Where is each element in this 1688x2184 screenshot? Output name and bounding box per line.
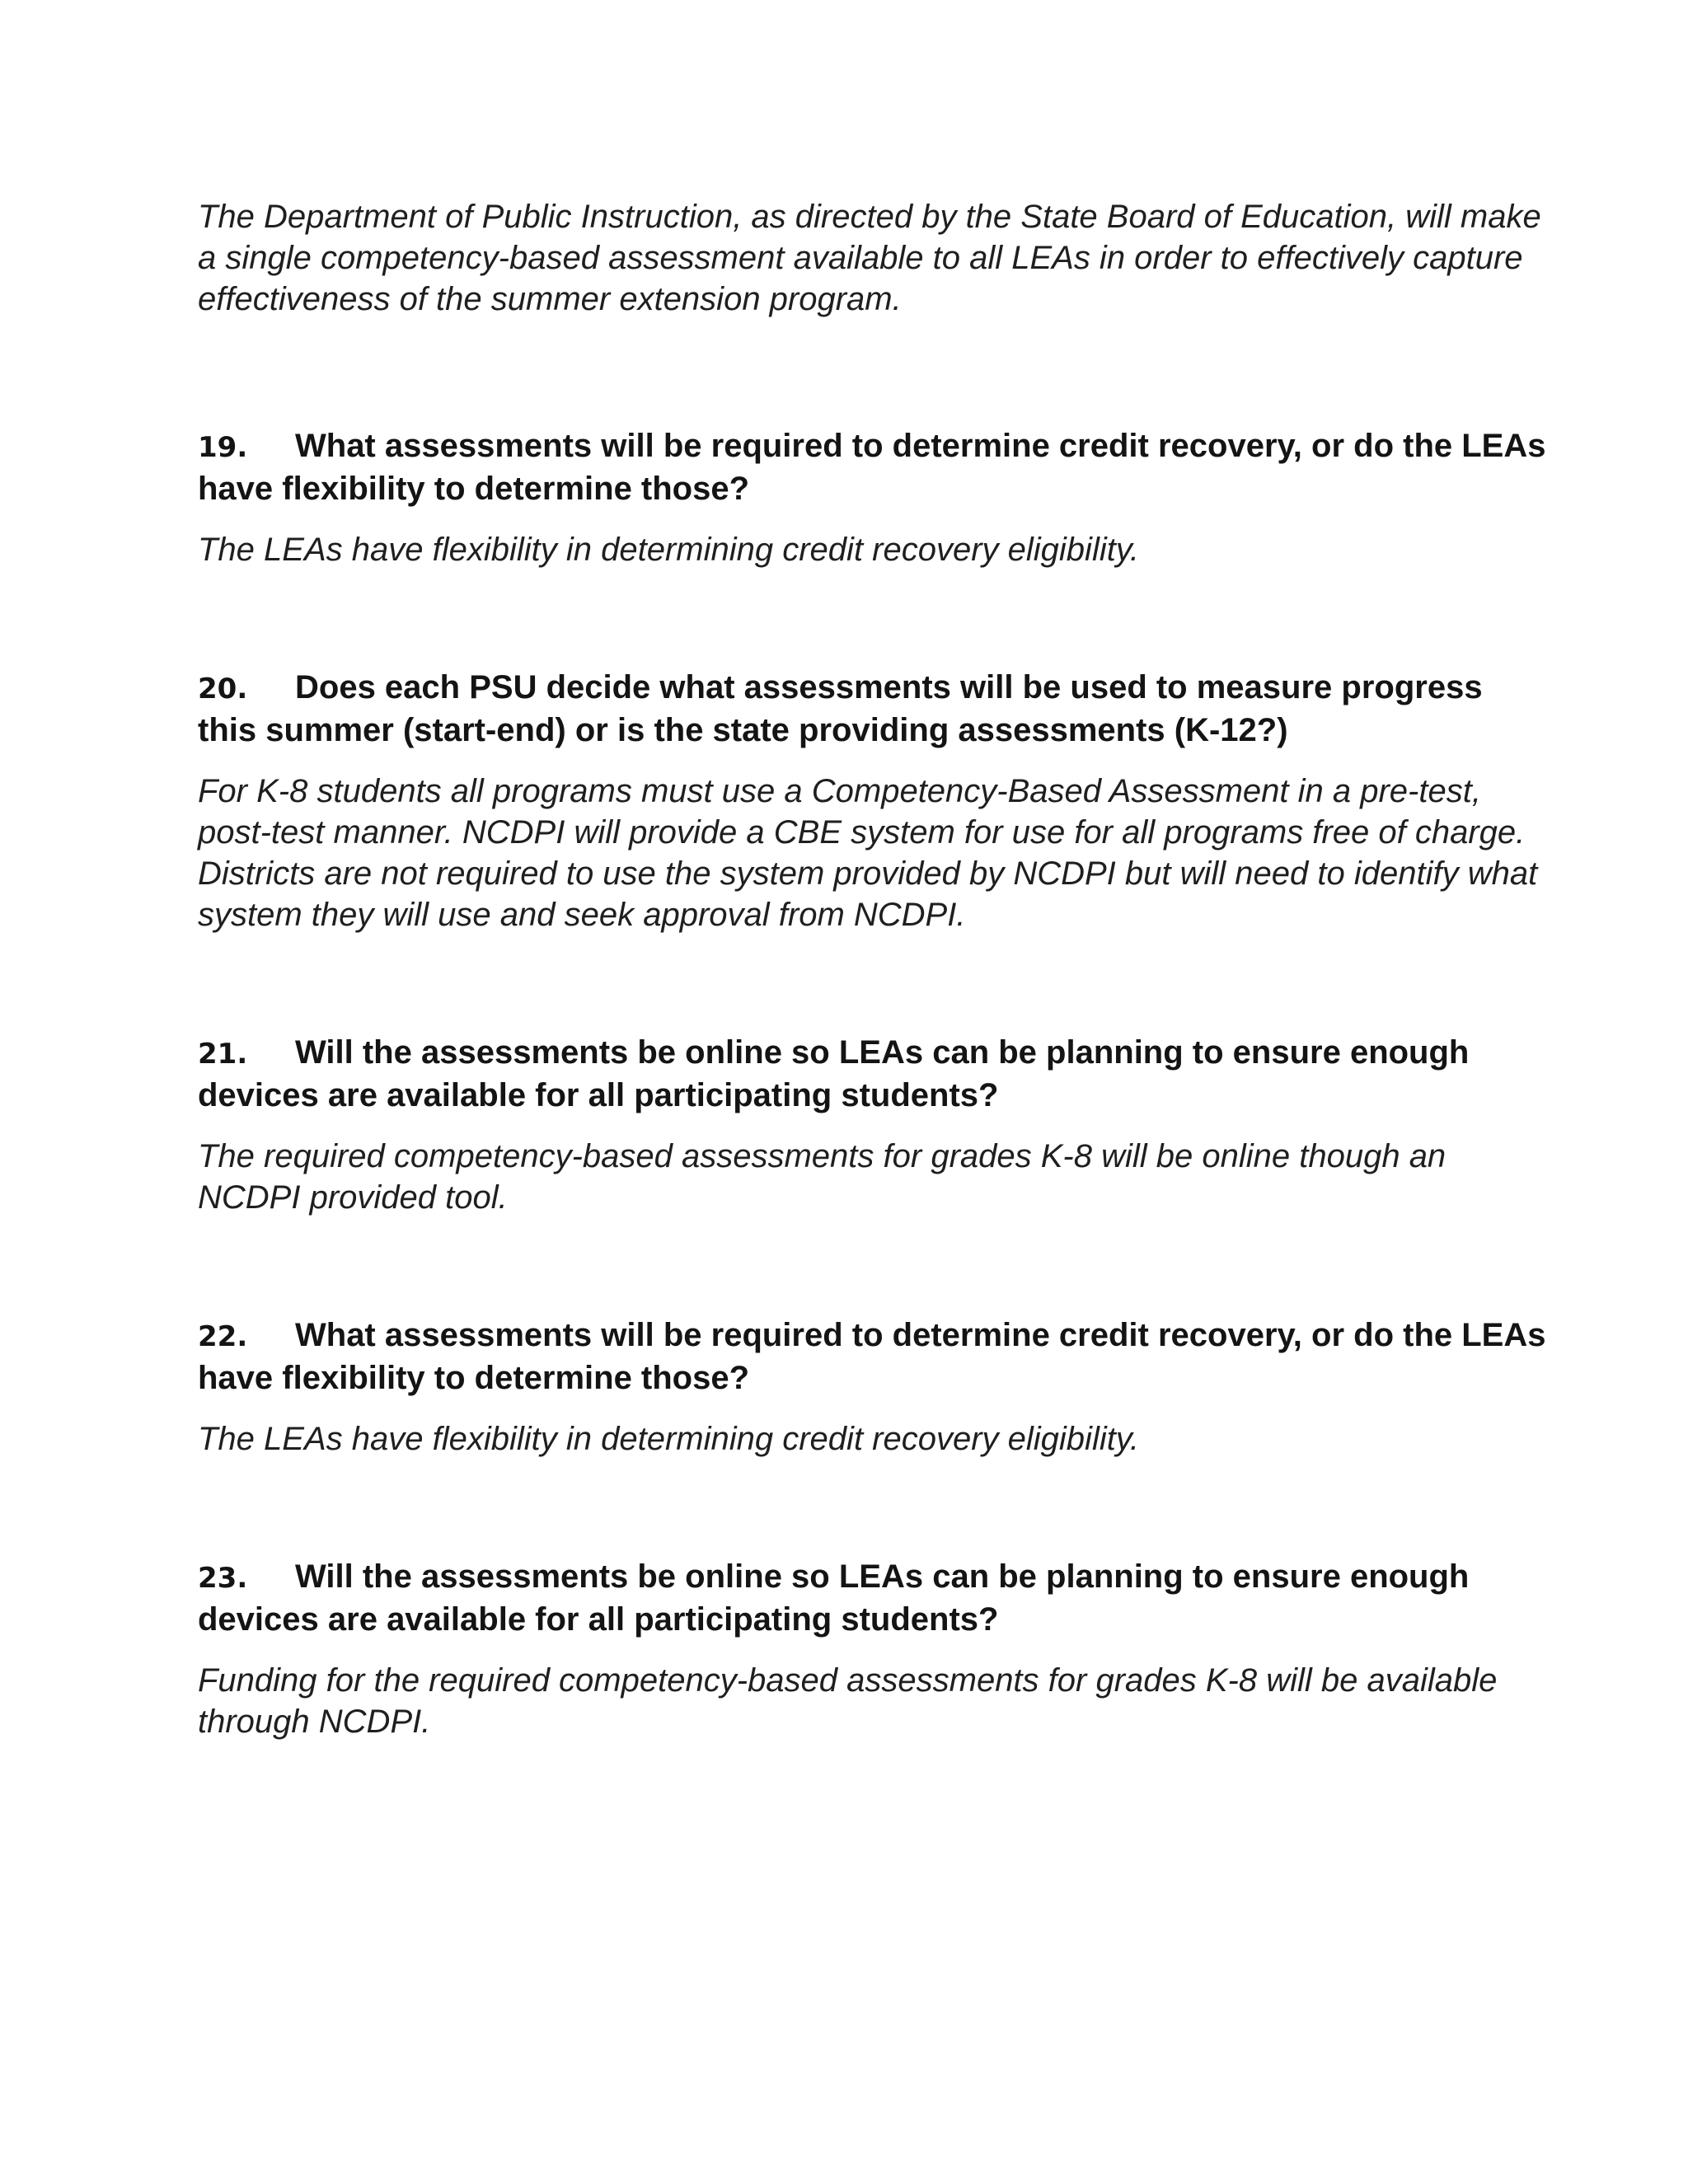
- question-body: What assessments will be required to determine credit recovery, or do the LEAs have flexibility to determine those?: [198, 428, 1546, 507]
- answer-text: The LEAs have flexibility in determining credit recovery eligibility.: [198, 532, 1139, 568]
- question-body: Does each PSU decide what assessments will be used to measure progress this summer (start-end) or is the state providing assessments (K-12?): [198, 669, 1483, 748]
- question-number: 22.: [198, 1320, 248, 1353]
- question-text: [198, 425, 1550, 509]
- question-body: Will the assessments be online so LEAs can be planning to ensure enough devices are available for all participating students?: [198, 1034, 1470, 1113]
- answer-text: For K-8 students all programs must use a Competency-Based Assessment in a pre-test, post-test manner. NCDPI will provide a CBE system for use for all programs free of charge. Districts are not required to use the system provided by NCDPI but will need to identify what system they will use and seek approval from NCDPI.: [198, 773, 1538, 933]
- question-number: 19.: [198, 431, 248, 464]
- question-body: What assessments will be required to determine credit recovery, or do the LEAs have flexibility to determine those?: [198, 1317, 1546, 1396]
- question-body: Will the assessments be online so LEAs can be planning to ensure enough devices are available for all participating students?: [198, 1558, 1470, 1638]
- qa-item-23: [198, 1556, 1550, 1742]
- question-number: 23.: [198, 1562, 248, 1595]
- question-number: 20.: [198, 673, 248, 705]
- qa-item-20: [198, 667, 1550, 935]
- question-text: [198, 667, 1550, 751]
- answer-text: The required competency-based assessments for grades K-8 will be online though an NCDPI provided tool.: [198, 1138, 1447, 1216]
- qa-item-22: [198, 1315, 1550, 1460]
- qa-item-21: [198, 1032, 1550, 1218]
- question-text: [198, 1315, 1550, 1399]
- question-number: 21.: [198, 1038, 248, 1071]
- document-page: [198, 196, 1550, 1742]
- question-text: [198, 1556, 1550, 1640]
- intro-paragraph: The Department of Public Instruction, as directed by the State Board of Education, will make a single competency-based assessment available to all LEAs in order to effectively capture effectiveness of the summer extension program.: [198, 199, 1541, 317]
- qa-item-19: [198, 425, 1550, 570]
- answer-text: The LEAs have flexibility in determining credit recovery eligibility.: [198, 1421, 1139, 1457]
- question-text: [198, 1032, 1550, 1116]
- answer-text: Funding for the required competency-based assessments for grades K-8 will be available through NCDPI.: [198, 1662, 1498, 1740]
